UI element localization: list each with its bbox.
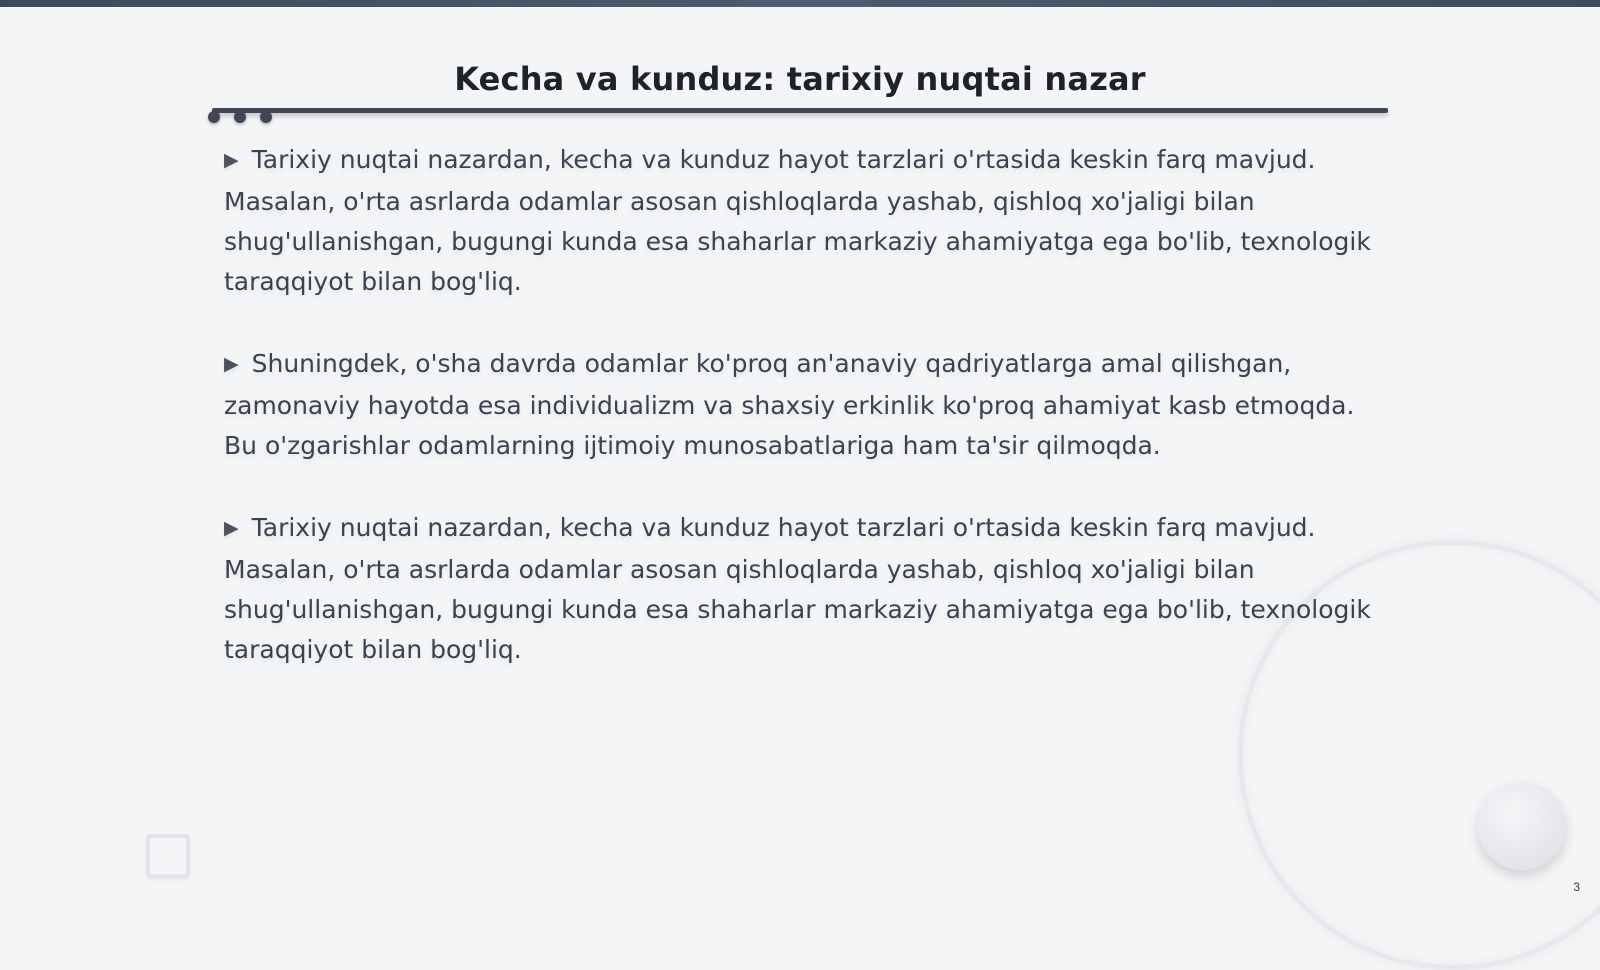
page-number: 3: [1573, 880, 1580, 894]
bullet-item: [224, 140, 1384, 302]
decorative-sphere: [1478, 782, 1566, 870]
bullet-text: Tarixiy nuqtai nazardan, kecha va kunduz hayot tarzlari o'rtasida keskin farq mavjud. Masalan, o'rta asrlarda odamlar asosan qishloqlarda yashab, qishloq xo'jaligi bilan shug'ullanishgan, bugungi kunda esa shaharlar markaziy ahamiyatga ega bo'lib, texnologik taraqqiyot bilan bog'liq.: [224, 513, 1371, 664]
bullet-arrow-icon: ▶: [224, 353, 239, 375]
top-accent-bar: [0, 0, 1600, 7]
rule-dot-3: [260, 111, 272, 123]
bullet-item: [224, 508, 1384, 670]
bullet-list: [224, 140, 1384, 712]
title-underline-rule: [212, 108, 1388, 113]
rule-dot-1: [208, 111, 220, 123]
slide-title: Kecha va kunduz: tarixiy nuqtai nazar: [454, 60, 1146, 98]
bullet-text: Shuningdek, o'sha davrda odamlar ko'proq an'anaviy qadriyatlarga amal qilishgan, zamonaviy hayotda esa individualizm va shaxsiy erkinlik ko'proq ahamiyat kasb etmoqda. Bu o'zgarishlar odamlarning ijtimoiy munosabatlariga ham ta'sir qilmoqda.: [224, 349, 1355, 460]
bullet-item: [224, 344, 1384, 466]
bullet-arrow-icon: ▶: [224, 149, 239, 171]
rule-dot-2: [234, 111, 246, 123]
bullet-text: Tarixiy nuqtai nazardan, kecha va kunduz hayot tarzlari o'rtasida keskin farq mavjud. Masalan, o'rta asrlarda odamlar asosan qishloqlarda yashab, qishloq xo'jaligi bilan shug'ullanishgan, bugungi kunda esa shaharlar markaziy ahamiyatga ega bo'lib, texnologik taraqqiyot bilan bog'liq.: [224, 145, 1371, 296]
bullet-arrow-icon: ▶: [224, 517, 239, 539]
decorative-square-outline: [146, 834, 190, 878]
